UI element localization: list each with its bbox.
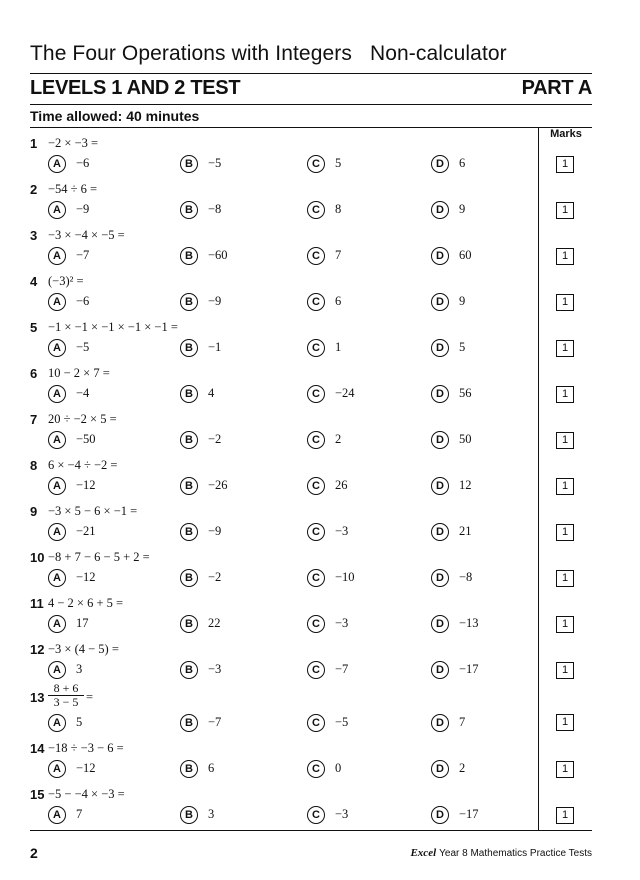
option-bubble[interactable]: A — [48, 431, 66, 449]
option-bubble[interactable]: B — [180, 201, 198, 219]
option-value: −7 — [208, 715, 222, 729]
option-value: −9 — [76, 202, 90, 216]
option-bubble[interactable]: D — [431, 293, 449, 311]
question-number: 1 — [30, 136, 38, 151]
option-bubble[interactable]: C — [307, 477, 325, 495]
option-bubble[interactable]: A — [48, 760, 66, 778]
option-bubble[interactable]: B — [180, 385, 198, 403]
option-bubble[interactable]: C — [307, 569, 325, 587]
option-value: −12 — [76, 761, 96, 775]
option-value: 9 — [459, 294, 466, 308]
question-row — [30, 274, 592, 318]
option-value: 12 — [459, 478, 472, 492]
question-text: 20 ÷ −2 × 5 = — [48, 412, 117, 426]
question-number: 13 — [30, 690, 45, 705]
option-bubble[interactable]: C — [307, 155, 325, 173]
option-value: 3 — [208, 807, 215, 821]
question-number: 15 — [30, 787, 45, 802]
mark-box: 1 — [556, 340, 574, 357]
option-value: 7 — [335, 248, 342, 262]
question-row — [30, 787, 592, 831]
option-value: 2 — [459, 761, 466, 775]
question-text: −3 × 5 − 6 × −1 = — [48, 504, 138, 518]
mark-box: 1 — [556, 386, 574, 403]
question-number: 6 — [30, 366, 38, 381]
option-value: 7 — [459, 715, 466, 729]
mark-box: 1 — [556, 248, 574, 265]
question-row — [30, 228, 592, 272]
option-bubble[interactable]: D — [431, 523, 449, 541]
mark-box: 1 — [556, 432, 574, 449]
option-value: −6 — [76, 294, 90, 308]
mark-box: 1 — [556, 807, 574, 824]
option-bubble[interactable]: A — [48, 293, 66, 311]
option-bubble[interactable]: C — [307, 293, 325, 311]
mark-box: 1 — [556, 616, 574, 633]
option-value: −7 — [335, 662, 349, 676]
option-value: −9 — [208, 294, 222, 308]
option-bubble[interactable]: A — [48, 661, 66, 679]
option-bubble[interactable]: C — [307, 431, 325, 449]
question-row — [30, 412, 592, 456]
mark-box: 1 — [556, 570, 574, 587]
option-bubble[interactable]: B — [180, 247, 198, 265]
option-value: −9 — [208, 524, 222, 538]
fraction-numerator: 8 + 6 — [48, 682, 84, 696]
mark-box: 1 — [556, 202, 574, 219]
option-value: −17 — [459, 807, 479, 821]
question-number: 14 — [30, 741, 45, 756]
footer-brand — [410, 847, 592, 859]
option-value: −26 — [208, 478, 228, 492]
option-bubble[interactable]: D — [431, 477, 449, 495]
option-value: 5 — [335, 156, 342, 170]
option-bubble[interactable]: A — [48, 201, 66, 219]
question-row — [30, 550, 592, 594]
option-value: −21 — [76, 524, 96, 538]
option-value: 26 — [335, 478, 348, 492]
option-bubble[interactable]: B — [180, 155, 198, 173]
option-value: −12 — [76, 478, 96, 492]
question-text: 10 − 2 × 7 = — [48, 366, 110, 380]
divider — [30, 73, 592, 74]
option-value: −7 — [76, 248, 90, 262]
question-fraction — [48, 682, 84, 709]
option-value: 5 — [76, 715, 83, 729]
question-text: −3 × −4 × −5 = — [48, 228, 125, 242]
option-bubble[interactable]: D — [431, 760, 449, 778]
question-number: 8 — [30, 458, 38, 473]
option-bubble[interactable]: A — [48, 523, 66, 541]
option-bubble[interactable]: C — [307, 661, 325, 679]
question-text: −1 × −1 × −1 × −1 × −1 = — [48, 320, 178, 334]
question-row — [30, 642, 592, 686]
option-value: −3 — [335, 807, 349, 821]
option-bubble[interactable]: D — [431, 339, 449, 357]
page-subtitle: Non-calculator — [369, 42, 507, 65]
question-row — [30, 366, 592, 410]
question-number: 5 — [30, 320, 38, 335]
mark-box: 1 — [556, 714, 574, 731]
option-value: −5 — [335, 715, 349, 729]
question-text: −54 ÷ 6 = — [48, 182, 98, 196]
option-bubble[interactable]: A — [48, 339, 66, 357]
option-bubble[interactable]: B — [180, 615, 198, 633]
option-value: −8 — [459, 570, 473, 584]
option-bubble[interactable]: D — [431, 569, 449, 587]
question-row — [30, 681, 592, 734]
option-bubble[interactable]: C — [307, 523, 325, 541]
option-value: 6 — [208, 761, 215, 775]
option-value: −60 — [208, 248, 228, 262]
divider — [30, 104, 592, 105]
option-bubble[interactable]: B — [180, 806, 198, 824]
question-row — [30, 741, 592, 785]
question-text: −5 − −4 × −3 = — [48, 787, 125, 801]
option-value: 56 — [459, 386, 472, 400]
question-number: 3 — [30, 228, 38, 243]
question-row — [30, 182, 592, 226]
option-value: 6 — [459, 156, 466, 170]
option-bubble[interactable]: D — [431, 155, 449, 173]
question-number: 12 — [30, 642, 45, 657]
option-value: 4 — [208, 386, 215, 400]
mark-box: 1 — [556, 662, 574, 679]
divider — [30, 127, 592, 128]
question-row — [30, 136, 592, 180]
option-bubble[interactable]: C — [307, 615, 325, 633]
mark-box: 1 — [556, 478, 574, 495]
option-value: −12 — [76, 570, 96, 584]
option-value: 9 — [459, 202, 466, 216]
option-bubble[interactable]: D — [431, 806, 449, 824]
option-bubble[interactable]: B — [180, 760, 198, 778]
option-bubble[interactable]: B — [180, 339, 198, 357]
mark-box: 1 — [556, 761, 574, 778]
option-value: −3 — [335, 524, 349, 538]
question-text: (−3)² = — [48, 274, 84, 288]
option-bubble[interactable]: B — [180, 714, 198, 732]
option-bubble[interactable]: C — [307, 339, 325, 357]
question-number: 4 — [30, 274, 38, 289]
option-value: 17 — [76, 616, 89, 630]
option-bubble[interactable]: A — [48, 569, 66, 587]
option-bubble[interactable]: A — [48, 477, 66, 495]
page-number: 2 — [30, 845, 38, 861]
question-row — [30, 320, 592, 364]
option-value: −3 — [335, 616, 349, 630]
marks-label: Marks — [550, 128, 582, 140]
option-value: 21 — [459, 524, 472, 538]
option-bubble[interactable]: A — [48, 247, 66, 265]
header-title-line — [30, 42, 507, 66]
option-bubble[interactable]: C — [307, 806, 325, 824]
option-bubble[interactable]: B — [180, 569, 198, 587]
brand-logo: Excel — [410, 847, 437, 859]
option-value: 60 — [459, 248, 472, 262]
question-number: 7 — [30, 412, 38, 427]
option-value: −50 — [76, 432, 96, 446]
option-bubble[interactable]: D — [431, 201, 449, 219]
option-value: 3 — [76, 662, 83, 676]
option-value: −4 — [76, 386, 90, 400]
option-bubble[interactable]: C — [307, 385, 325, 403]
option-bubble[interactable]: D — [431, 615, 449, 633]
option-bubble[interactable]: C — [307, 201, 325, 219]
option-value: 1 — [335, 340, 342, 354]
option-bubble[interactable]: B — [180, 477, 198, 495]
option-value: −17 — [459, 662, 479, 676]
mark-box: 1 — [556, 294, 574, 311]
question-text: −8 + 7 − 6 − 5 + 2 = — [48, 550, 150, 564]
option-value: −3 — [208, 662, 222, 676]
option-bubble[interactable]: D — [431, 431, 449, 449]
question-text: −18 ÷ −3 − 6 = — [48, 741, 124, 755]
question-number: 11 — [30, 596, 44, 611]
option-bubble[interactable]: A — [48, 806, 66, 824]
option-bubble[interactable]: C — [307, 714, 325, 732]
question-text: −3 × (4 − 5) = — [48, 642, 119, 656]
question-row — [30, 458, 592, 502]
option-bubble[interactable]: A — [48, 155, 66, 173]
option-value: 5 — [459, 340, 466, 354]
option-bubble[interactable]: C — [307, 247, 325, 265]
option-value: −6 — [76, 156, 90, 170]
option-bubble[interactable]: B — [180, 431, 198, 449]
option-bubble[interactable]: D — [431, 385, 449, 403]
option-value: 8 — [335, 202, 342, 216]
option-bubble[interactable]: B — [180, 523, 198, 541]
mark-box: 1 — [556, 156, 574, 173]
series-title: Year 8 Mathematics Practice Tests — [439, 848, 592, 859]
option-value: −8 — [208, 202, 222, 216]
test-level-heading: LEVELS 1 AND 2 TEST — [30, 77, 241, 99]
question-text: 4 − 2 × 6 + 5 = — [48, 596, 124, 610]
option-bubble[interactable]: A — [48, 714, 66, 732]
option-value: −13 — [459, 616, 479, 630]
option-value: 0 — [335, 761, 342, 775]
mark-box: 1 — [556, 524, 574, 541]
option-value: −2 — [208, 570, 222, 584]
option-value: −10 — [335, 570, 355, 584]
question-number: 9 — [30, 504, 38, 519]
question-row — [30, 504, 592, 548]
option-bubble[interactable]: C — [307, 760, 325, 778]
option-value: −24 — [335, 386, 355, 400]
option-value: 7 — [76, 807, 83, 821]
option-value: 2 — [335, 432, 342, 446]
question-text: −2 × −3 = — [48, 136, 99, 150]
page-title: The Four Operations with Integers — [30, 42, 352, 65]
option-bubble[interactable]: A — [48, 615, 66, 633]
option-value: −2 — [208, 432, 222, 446]
question-text: 6 × −4 ÷ −2 = — [48, 458, 118, 472]
question-row — [30, 596, 592, 640]
option-value: 6 — [335, 294, 342, 308]
question-number: 2 — [30, 182, 38, 197]
part-heading: PART A — [521, 77, 592, 99]
option-bubble[interactable]: D — [431, 661, 449, 679]
option-value: −1 — [208, 340, 222, 354]
question-text: = — [86, 690, 94, 704]
option-bubble[interactable]: D — [431, 714, 449, 732]
option-value: −5 — [76, 340, 90, 354]
option-bubble[interactable]: B — [180, 293, 198, 311]
option-value: 22 — [208, 616, 221, 630]
option-bubble[interactable]: D — [431, 247, 449, 265]
option-bubble[interactable]: B — [180, 661, 198, 679]
option-value: 50 — [459, 432, 472, 446]
option-value: −5 — [208, 156, 222, 170]
option-bubble[interactable]: A — [48, 385, 66, 403]
time-allowed: Time allowed: 40 minutes — [30, 108, 200, 124]
question-number: 10 — [30, 550, 45, 565]
fraction-denominator: 3 − 5 — [53, 695, 79, 709]
